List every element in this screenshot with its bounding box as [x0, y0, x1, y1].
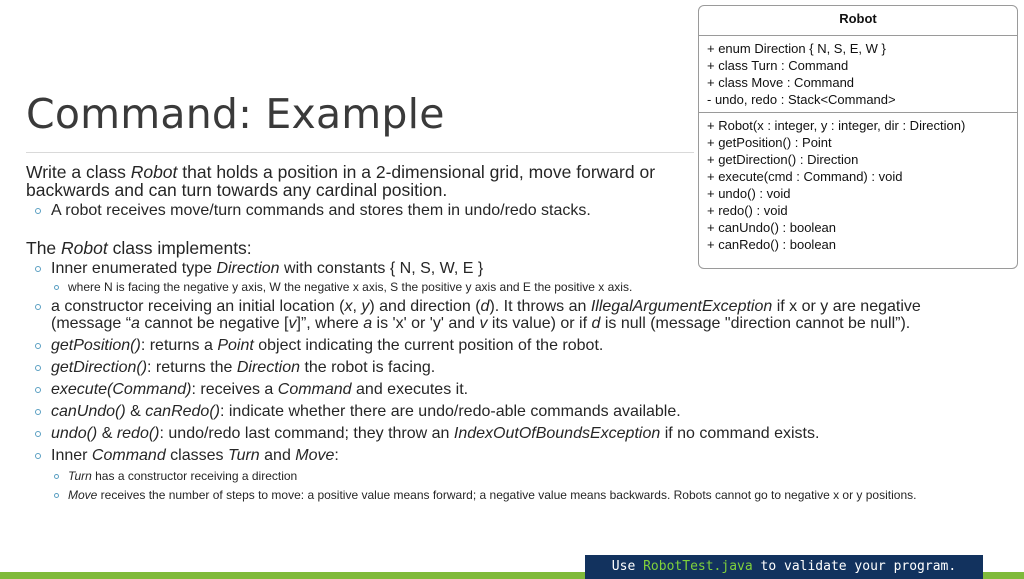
undo-d: : undo/redo last command; they throw an — [159, 425, 454, 442]
slide-title: Command: Example — [26, 90, 445, 138]
undo-f: if no command exists. — [660, 425, 820, 442]
ctor-v: v — [288, 315, 297, 332]
item-getposition — [26, 337, 976, 354]
implements-pre: The — [26, 238, 62, 258]
inner-f: Move — [295, 447, 335, 464]
undo-e: IndexOutOfBoundsException — [453, 425, 661, 442]
can-b: & — [125, 403, 146, 420]
uml-methods — [699, 113, 1017, 257]
direction-a: Inner enumerated type — [51, 260, 217, 277]
uml-method: + getDirection() : Direction — [707, 152, 859, 167]
ctor-v2: v — [479, 315, 488, 332]
ctor-c: ). It throws an — [489, 298, 591, 315]
implements-class: Robot — [61, 238, 108, 258]
ctor-a2: a — [131, 315, 140, 332]
direction-c: with constants { N, S, W, E } — [279, 260, 484, 277]
ctor-h: is 'x' or 'y' and — [372, 315, 480, 332]
turn-b: has a constructor receiving a direction — [91, 469, 298, 483]
getpos-c: Point — [217, 337, 254, 354]
getpos-d: object indicating the current position of the robot. — [253, 337, 604, 354]
move-b: receives the number of steps to move: a positive value means forward; a negative value means backwards. Robots cannot go to negative x or y positions. — [97, 488, 917, 502]
uml-method: + canRedo() : boolean — [707, 237, 837, 252]
uml-field: + enum Direction { N, S, E, W } — [707, 41, 886, 56]
ctor-y: y — [361, 298, 370, 315]
hint-post: to validate your program. — [752, 559, 957, 574]
can-a: canUndo() — [51, 403, 126, 420]
item-direction-sub — [26, 280, 976, 294]
intro-text: Write a class — [26, 162, 131, 182]
item-execute — [26, 381, 976, 398]
item-move — [26, 488, 976, 502]
ctor-x: x — [344, 298, 353, 315]
title-divider — [26, 152, 694, 153]
item-can-undo-redo — [26, 403, 976, 420]
uml-method: + execute(cmd : Command) : void — [707, 169, 903, 184]
getpos-a: getPosition() — [51, 337, 141, 354]
getdir-d: the robot is facing. — [300, 359, 436, 376]
uml-field: + class Move : Command — [707, 75, 855, 90]
implements-post: class implements: — [107, 238, 252, 258]
uml-fields — [699, 36, 1017, 112]
uml-field: + class Turn : Command — [707, 58, 849, 73]
can-d: : indicate whether there are undo/redo-able commands available. — [219, 403, 681, 420]
direction-sub-text: where N is facing the negative y axis, W the negative x axis, S the positive y axis and E the positive x axis. — [68, 280, 633, 294]
exec-d: and executes it. — [351, 381, 469, 398]
intro-paragraph — [26, 163, 666, 199]
intro-text-rest: that holds a position in a 2-dimensional grid, move forward or backwards and can turn towards any cardinal position. — [26, 162, 656, 200]
hint-filename: RobotTest.java — [643, 559, 753, 574]
inner-g: : — [334, 447, 339, 464]
ctor-d: d — [480, 298, 490, 315]
intro-bullet-text: A robot receives move/turn commands and stores them in undo/redo stacks. — [51, 202, 591, 219]
uml-class-box — [698, 5, 1018, 269]
uml-method: + getPosition() : Point — [707, 135, 832, 150]
exec-b: : receives a — [191, 381, 278, 398]
uml-method: + Robot(x : integer, y : integer, dir : Direction) — [707, 118, 966, 133]
item-inner-classes — [26, 447, 976, 464]
undo-c: redo() — [116, 425, 160, 442]
ctor-j: is null (message "direction cannot be null”). — [600, 315, 911, 332]
uml-method: + canUndo() : boolean — [707, 220, 837, 235]
undo-a: undo() — [51, 425, 98, 442]
inner-d: Turn — [227, 447, 260, 464]
item-constructor — [26, 298, 976, 332]
direction-b: Direction — [216, 260, 280, 277]
uml-method: + undo() : void — [707, 186, 791, 201]
ctor-b: ) and direction ( — [369, 298, 481, 315]
item-undo-redo — [26, 425, 976, 442]
can-c: canRedo() — [145, 403, 220, 420]
undo-b: & — [97, 425, 117, 442]
uml-field: - undo, redo : Stack<Command> — [707, 92, 896, 107]
validation-hint — [585, 555, 983, 579]
getdir-c: Direction — [236, 359, 300, 376]
ctor-e: if x or y are negative (message “ — [51, 298, 921, 332]
hint-pre: Use — [611, 559, 644, 574]
ctor-a3: a — [363, 315, 373, 332]
ctor-comma: , — [352, 298, 362, 315]
ctor-exception: IllegalArgumentException — [590, 298, 773, 315]
inner-b: Command — [91, 447, 166, 464]
item-getdirection — [26, 359, 976, 376]
inner-a: Inner — [51, 447, 92, 464]
move-a: Move — [68, 488, 98, 502]
uml-class-name: Robot — [839, 11, 877, 26]
inner-e: and — [259, 447, 296, 464]
ctor-i: its value) or if — [487, 315, 592, 332]
ctor-d2: d — [591, 315, 601, 332]
turn-a: Turn — [68, 469, 92, 483]
inner-c: classes — [165, 447, 228, 464]
exec-c: Command — [277, 381, 352, 398]
getdir-a: getDirection() — [51, 359, 148, 376]
item-turn — [26, 469, 976, 483]
ctor-a: a constructor receiving an initial location ( — [51, 298, 345, 315]
exec-a: execute(Command) — [51, 381, 192, 398]
getpos-b: : returns a — [140, 337, 218, 354]
ctor-g: ]”, where — [296, 315, 364, 332]
ctor-f: cannot be negative [ — [139, 315, 289, 332]
getdir-b: : returns the — [147, 359, 237, 376]
intro-class-name: Robot — [130, 162, 178, 182]
uml-method: + redo() : void — [707, 203, 788, 218]
